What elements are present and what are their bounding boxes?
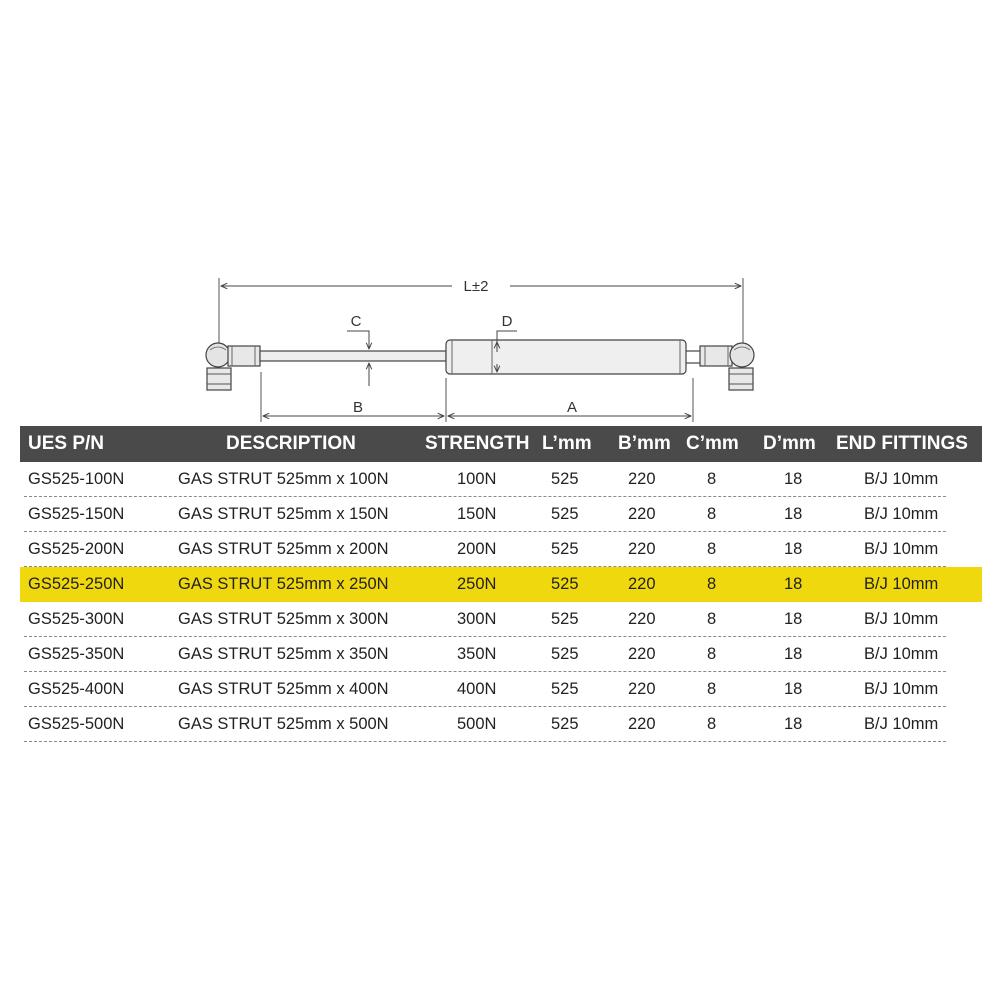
right-ball-joint (700, 343, 754, 390)
cell-description: GAS STRUT 525mm x 350N (178, 645, 389, 663)
cell-length: 525 (551, 645, 579, 663)
label-l: L±2 (463, 278, 489, 295)
cell-b: 220 (628, 470, 656, 488)
cell-c: 8 (707, 680, 717, 698)
cell-d: 18 (784, 645, 803, 663)
dimension-l (219, 278, 743, 344)
dimension-a (448, 378, 693, 422)
header-c: C’mm (686, 433, 739, 454)
cell-end-fittings: B/J 10mm (864, 470, 939, 488)
cell-d: 18 (784, 540, 803, 558)
cell-part-number: GS525-300N (28, 610, 125, 628)
header-description: DESCRIPTION (226, 433, 356, 454)
cell-d: 18 (784, 575, 803, 593)
left-ball-joint (206, 343, 260, 390)
cell-description: GAS STRUT 525mm x 150N (178, 505, 389, 523)
strut-rod (260, 351, 446, 361)
gas-strut-diagram (0, 270, 1000, 430)
cell-length: 525 (551, 680, 579, 698)
cell-d: 18 (784, 715, 803, 733)
cell-b: 220 (628, 610, 656, 628)
cell-strength: 100N (457, 470, 497, 488)
label-d: D (501, 313, 513, 330)
cell-end-fittings: B/J 10mm (864, 540, 939, 558)
table-row (20, 672, 982, 707)
cell-c: 8 (707, 575, 717, 593)
label-a: A (566, 399, 578, 416)
strut-cylinder (446, 340, 700, 374)
cell-description: GAS STRUT 525mm x 100N (178, 470, 389, 488)
cell-length: 525 (551, 610, 579, 628)
table-row (20, 497, 982, 532)
cell-c: 8 (707, 715, 717, 733)
cell-description: GAS STRUT 525mm x 300N (178, 610, 389, 628)
cell-c: 8 (707, 470, 717, 488)
cell-end-fittings: B/J 10mm (864, 505, 939, 523)
cell-description: GAS STRUT 525mm x 500N (178, 715, 389, 733)
dimension-b (261, 372, 446, 422)
cell-b: 220 (628, 540, 656, 558)
cell-b: 220 (628, 715, 656, 733)
cell-strength: 200N (457, 540, 497, 558)
table-row (20, 707, 982, 742)
cell-length: 525 (551, 715, 579, 733)
table-row (20, 602, 982, 637)
table-row (20, 637, 982, 672)
cell-length: 525 (551, 575, 579, 593)
cell-strength: 350N (457, 645, 497, 663)
cell-part-number: GS525-200N (28, 540, 125, 558)
cell-part-number: GS525-350N (28, 645, 125, 663)
cell-c: 8 (707, 610, 717, 628)
dimension-c (347, 313, 369, 386)
cell-c: 8 (707, 505, 717, 523)
header-d: D’mm (763, 433, 816, 454)
cell-strength: 400N (457, 680, 497, 698)
header-b: B’mm (618, 433, 671, 454)
cell-d: 18 (784, 470, 803, 488)
header-length: L’mm (542, 433, 592, 454)
cell-b: 220 (628, 645, 656, 663)
cell-end-fittings: B/J 10mm (864, 610, 939, 628)
cell-c: 8 (707, 540, 717, 558)
cell-strength: 300N (457, 610, 497, 628)
cell-part-number: GS525-100N (28, 470, 125, 488)
cell-length: 525 (551, 505, 579, 523)
table-row (20, 462, 982, 497)
cell-part-number: GS525-250N (28, 575, 125, 593)
cell-d: 18 (784, 610, 803, 628)
header-strength: STRENGTH (425, 433, 530, 454)
cell-description: GAS STRUT 525mm x 400N (178, 680, 389, 698)
cell-description: GAS STRUT 525mm x 200N (178, 540, 389, 558)
cell-b: 220 (628, 680, 656, 698)
cell-end-fittings: B/J 10mm (864, 645, 939, 663)
cell-d: 18 (784, 505, 803, 523)
row-divider (24, 741, 946, 742)
header-part-number: UES P/N (28, 433, 105, 454)
cell-d: 18 (784, 680, 803, 698)
cell-strength: 500N (457, 715, 497, 733)
header-end-fittings: END FITTINGS (836, 433, 968, 454)
cell-b: 220 (628, 505, 656, 523)
cell-length: 525 (551, 470, 579, 488)
cell-length: 525 (551, 540, 579, 558)
cell-c: 8 (707, 645, 717, 663)
table-row (20, 532, 982, 567)
cell-end-fittings: B/J 10mm (864, 680, 939, 698)
cell-end-fittings: B/J 10mm (864, 715, 939, 733)
cell-strength: 150N (457, 505, 497, 523)
cell-b: 220 (628, 575, 656, 593)
cell-part-number: GS525-500N (28, 715, 125, 733)
table-row-highlighted (20, 567, 982, 602)
cell-description: GAS STRUT 525mm x 250N (178, 575, 389, 593)
label-b: B (352, 399, 364, 416)
cell-part-number: GS525-150N (28, 505, 125, 523)
spec-table (20, 426, 982, 742)
cell-end-fittings: B/J 10mm (864, 575, 939, 593)
cell-part-number: GS525-400N (28, 680, 125, 698)
table-header (20, 426, 982, 462)
label-c: C (350, 313, 362, 330)
cell-strength: 250N (457, 575, 497, 593)
